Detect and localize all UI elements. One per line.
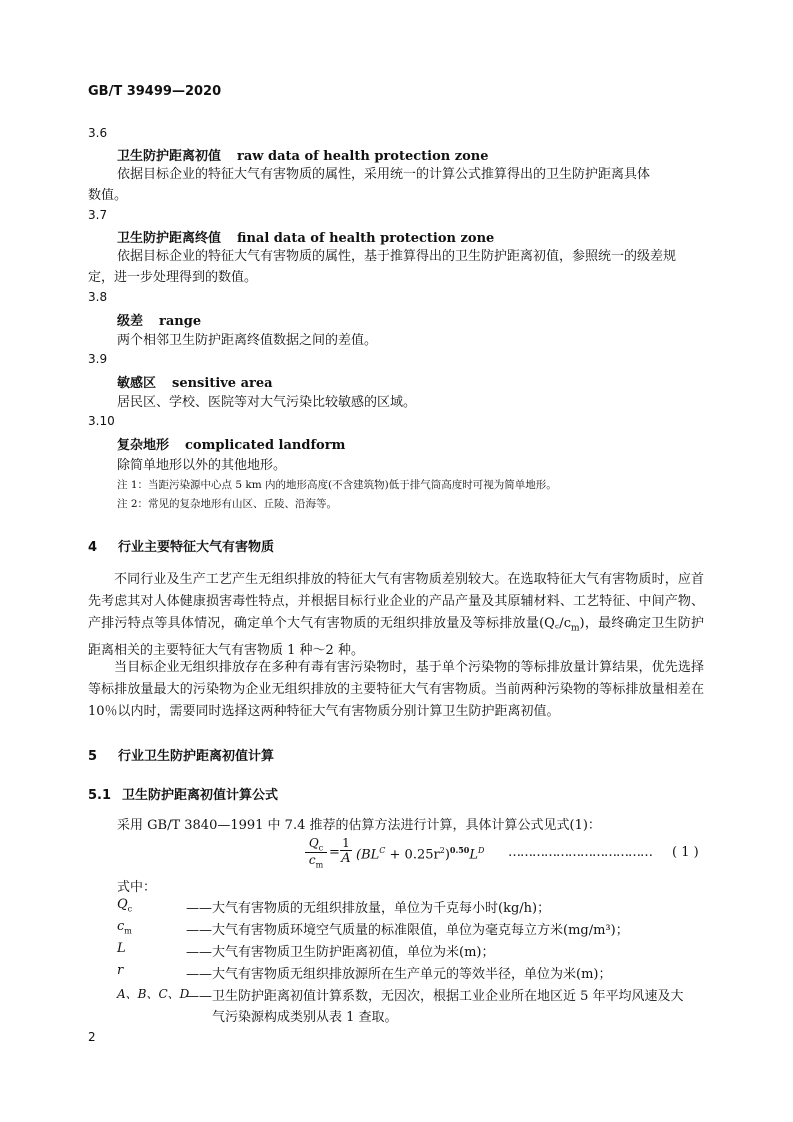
term-title <box>117 310 201 329</box>
term-definition: 依据目标企业的特征大气有害物质的属性，基于推算得出的卫生防护距离初值，参照统一的级差规 <box>117 249 677 264</box>
variable-symbol <box>117 897 132 914</box>
formula-number: ( 1 ) <box>672 845 699 860</box>
term-title <box>117 372 273 391</box>
section-heading <box>88 745 274 764</box>
term-number: 3.10 <box>88 414 115 428</box>
symbol-sub: m <box>124 926 132 936</box>
paragraph-text: )，最终确定卫生防护距离相关的主要特征大气有害物质 1 种～2 种。 <box>88 616 705 658</box>
formula-exp: 2 <box>439 846 445 855</box>
formula-exp: 0.50 <box>449 845 470 855</box>
term-definition-cont: 数值。 <box>88 188 128 203</box>
variable-symbol: L <box>117 941 126 956</box>
section-number: 5.1 <box>88 788 112 803</box>
formula-c: c <box>308 853 316 868</box>
variable-description: ——大气有害物质无组织排放源所在生产单元的等效半径，单位为米(m)； <box>186 967 612 982</box>
term-definition: 居民区、学校、医院等对大气污染比较敏感的区域。 <box>117 395 417 410</box>
formula-bl: (BL <box>356 847 380 863</box>
term-title <box>117 145 489 164</box>
term-en: raw data of health protection zone <box>237 149 489 164</box>
formula-rhs-fraction <box>340 836 352 866</box>
subscript: m <box>570 623 580 634</box>
formula-q: Q <box>308 836 319 850</box>
term-en: sensitive area <box>172 376 273 391</box>
formula-l: L <box>469 847 479 863</box>
term-en: final data of health protection zone <box>237 231 495 246</box>
where-label: 式中： <box>117 880 157 895</box>
formula-body <box>356 845 484 862</box>
formula-equals: = <box>329 845 340 860</box>
term-definition-cont: 定，进一步处理得到的数值。 <box>88 270 258 285</box>
term-zh: 卫生防护距离初值 <box>117 149 222 164</box>
term-number: 3.7 <box>88 208 108 222</box>
term-title <box>117 227 494 246</box>
term-definition: 依据目标企业的特征大气有害物质的属性，采用统一的计算公式推算得出的卫生防护距离具体 <box>117 167 651 182</box>
formula-one: 1 <box>342 836 350 850</box>
formula-a: A <box>341 851 351 866</box>
term-number: 3.9 <box>88 352 108 366</box>
symbol-sub: c <box>127 904 133 914</box>
section-title: 行业卫生防护距离初值计算 <box>118 749 275 764</box>
formula-leader: ……………………………… <box>508 845 652 860</box>
term-number: 3.8 <box>88 290 108 304</box>
note: 注 1：当距污染源中心点 5 km 内的地形高度(不含建筑物)低于排气筒高度时可视为简单地形。 <box>117 479 557 491</box>
paragraph-text: 不同行业及生产工艺产生无组织排放的特征大气有害物质差别较大。在选取特征大气有害物质时，应首先考虑其对人体健康损害毒性特点，并根据目标行业企业的产品产量及其原辅材料、工艺特征、中间产物、产排污特点等具体情况，确定单个大气有害物质的无组织排放量及等标排放量(Q꜀/c <box>88 572 704 631</box>
term-title <box>117 434 345 453</box>
variable-description: ——大气有害物质的无组织排放量，单位为千克每小时(kg/h)； <box>186 901 551 916</box>
page-number: 2 <box>88 1030 96 1044</box>
formula-plus: + 0.25r <box>385 847 440 863</box>
formula-exp: C <box>379 846 386 855</box>
symbol: c <box>117 919 125 934</box>
term-en: complicated landform <box>185 438 346 453</box>
variable-description: ——大气有害物质卫生防护距离初值，单位为米(m)； <box>186 945 495 960</box>
formula-sub: m <box>315 860 324 870</box>
variable-description: ——卫生防护距离初值计算系数，无因次，根据工业企业所在地区近 5 年平均风速及大 <box>186 989 684 1004</box>
paragraph: 当目标企业无组织排放存在多种有毒有害污染物时，基于单个污染物的等标排放量计算结果，优先选择等标排放量最大的污染物为企业无组织排放的主要特征大气有害物质。当前两种污染物的等标排放量相差在 10％以内时，需要同时选择这两种特征大气有害物质分别计算卫生防护距离初值。 <box>88 660 704 719</box>
note: 注 2：常见的复杂地形有山区、丘陵、沿海等。 <box>117 498 338 510</box>
term-zh: 复杂地形 <box>117 438 170 453</box>
symbol: Q <box>117 897 128 912</box>
term-zh: 卫生防护距离终值 <box>117 231 222 246</box>
formula-sub: c <box>318 843 324 853</box>
formula-exp: D <box>478 846 485 855</box>
section-title: 卫生防护距离初值计算公式 <box>122 788 279 803</box>
variable-symbol: A、B、C、D <box>117 987 190 1001</box>
variable-description: ——大气有害物质环境空气质量的标准限值，单位为毫克每立方米(mg/m³)； <box>186 923 629 938</box>
term-number: 3.6 <box>88 126 108 140</box>
formula-intro: 采用 GB/T 3840—1991 中 7.4 推荐的估算方法进行计算，具体计算公式见式(1)： <box>117 818 601 833</box>
term-definition: 除简单地形以外的其他地形。 <box>117 458 287 473</box>
formula-close: ) <box>444 847 450 863</box>
variable-symbol: r <box>117 963 124 978</box>
standard-id: GB/T 39499—2020 <box>88 84 222 99</box>
section-heading <box>88 536 274 555</box>
variable-description-cont: 气污染源构成类别从表 1 查取。 <box>212 1010 398 1025</box>
term-zh: 级差 <box>117 314 144 329</box>
term-en: range <box>159 314 202 329</box>
term-zh: 敏感区 <box>117 376 157 391</box>
term-definition: 两个相邻卫生防护距离终值数据之间的差值。 <box>117 333 378 348</box>
section-number: 5 <box>88 749 98 764</box>
formula-lhs-fraction <box>305 836 327 870</box>
paragraph <box>88 569 704 662</box>
subsection-heading <box>88 784 278 803</box>
section-title: 行业主要特征大气有害物质 <box>118 540 275 555</box>
variable-symbol <box>117 919 132 936</box>
section-number: 4 <box>88 540 98 555</box>
